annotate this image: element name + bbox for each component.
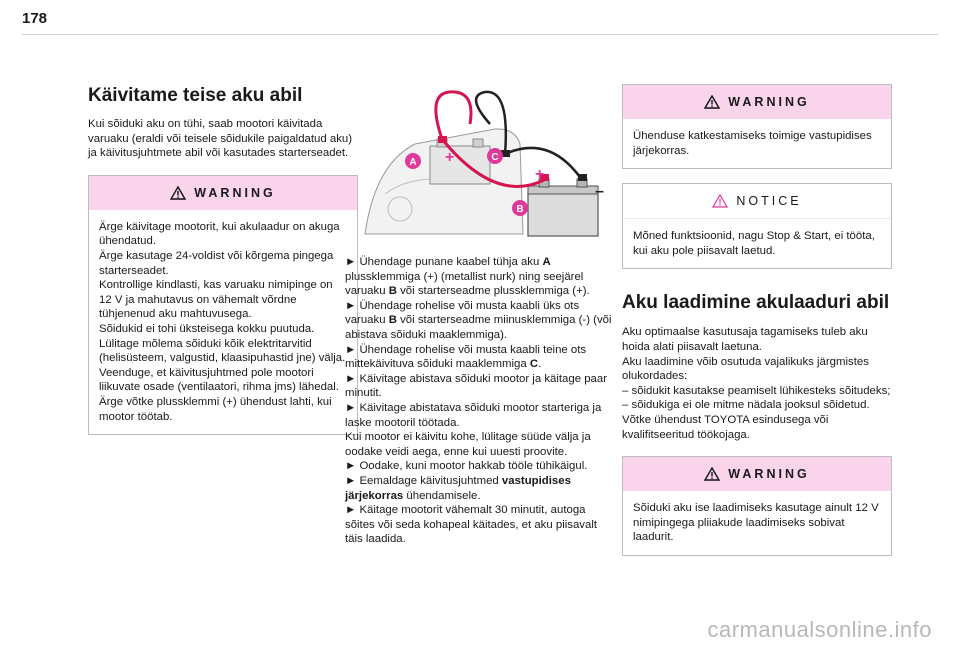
- label-b-marker: [512, 200, 528, 216]
- warning-title: WARNING: [194, 185, 276, 200]
- label-c: C: [491, 152, 499, 163]
- plus-sign-battery: +: [535, 166, 545, 183]
- warning-header: [623, 457, 891, 491]
- charging-body: [622, 325, 892, 442]
- warning-box-charger: [622, 456, 892, 556]
- procedure-step: ► Käivitage abistatava sõiduki mootor starteriga ja laske mootoril töötada.: [345, 401, 602, 429]
- warning-header: [623, 85, 891, 119]
- warning-line: Ärge käivitage mootorit, kui akulaadur on akuga ühendatud.: [99, 220, 340, 248]
- warning-header: [89, 176, 357, 210]
- warning-line: Veenduge, et käivitusjuhtmed pole mootori liikuvate osade (ventilaatori, rihma jms) lähedal.: [99, 366, 339, 394]
- charging-line: Aku optimaalse kasutusaja tagamiseks tuleb aku hoida alati piisavalt laetuna.: [622, 326, 868, 353]
- section-heading-jump-start: Käivitame teise aku abil: [88, 85, 303, 106]
- procedure-step: ► Ühendage punane kaabel tühja aku A plussklemmiga (+) (metallist nurk) ning seejärel varuaku B või starterseadme plussklemmiga (+).: [345, 256, 590, 298]
- procedure-step: Kui mootor ei käivitu kohe, lülitage süüde välja ja oodake veidi aega, enne kui uuesti proovite.: [345, 431, 591, 458]
- notice-triangle-icon: [712, 194, 728, 208]
- warning-triangle-icon: [704, 95, 720, 109]
- notice-title: NOTICE: [736, 194, 802, 209]
- procedure-steps: [345, 255, 615, 547]
- charging-line: – sõidukiga ei ole mitme nädala jooksul sõidetud.: [622, 399, 870, 412]
- warning-line: Lülitage mõlema sõiduki kõik elektritarvitid (helisüsteem, valgustid, klaasipuhastid jne) välja.: [99, 337, 346, 365]
- plus-sign-engine: +: [445, 149, 455, 166]
- label-a-marker: [405, 153, 421, 169]
- label-a: A: [409, 157, 417, 168]
- warning-title: WARNING: [728, 467, 810, 482]
- top-divider: [22, 34, 938, 35]
- warning-body: [89, 210, 357, 434]
- charging-line: Võtke ühendust TOYOTA esindusega või kvalifitseeritud töökojaga.: [622, 413, 829, 441]
- procedure-step: ► Oodake, kuni mootor hakkab tööle tühikäigul.: [345, 460, 588, 473]
- notice-box: [622, 183, 892, 269]
- column-jump-start: [88, 84, 358, 435]
- procedure-step: ► Käivitage abistava sõiduki mootor ja käitage paar minutit.: [345, 372, 608, 400]
- watermark: carmanualsonline.info: [707, 617, 932, 642]
- column-charging: [622, 84, 892, 556]
- notice-header: [623, 184, 891, 219]
- procedure-step: ► Ühendage rohelise või musta kaabli teine ots mittekäivituva sõiduki maaklemmiga C.: [345, 343, 587, 371]
- charging-line: – sõidukit kasutakse peamiselt lühikesteks sõitudeks;: [622, 384, 891, 397]
- warning-line: Kontrollige kindlasti, kas varuaku nimipinge on 12 V ja mahutavus on vähemalt võrdne tühjenenud aku mahtuvusega.: [99, 279, 333, 321]
- procedure-step: ► Käitage mootorit vähemalt 30 minutit, autoga sõites või seda kohapeal käitades, et aku piisavalt täis laadida.: [345, 504, 598, 546]
- page-number: 178: [22, 10, 48, 27]
- warning-line: Ärge kasutage 24-voldist või kõrgema pingega starterseadet.: [99, 249, 334, 277]
- label-b: B: [516, 204, 524, 215]
- warning-body: Sõiduki aku ise laadimiseks kasutage ainult 12 V nimipingega pliiakude laadimiseks sobivat laadurit.: [633, 502, 879, 544]
- section-heading-charging: Aku laadimine akulaaduri abil: [622, 292, 890, 314]
- minus-sign-battery: –: [595, 183, 604, 200]
- jump-start-intro: Kui sõiduki aku on tühi, saab mootori käivitada varuaku (eraldi või teisele sõidukile paigaldatud aku) ja käivitusjuhtmete abil või kasutades starterseadet.: [88, 118, 353, 160]
- warning-line: Ärge võtke plussklemmi (+) ühendust lahti, kui mootor töötab.: [99, 395, 332, 423]
- label-c-marker: [487, 148, 503, 164]
- procedure-step: ► Ühendage rohelise või musta kaabli üks ots varuaku B või starterseadme miinusklemmiga (-) (või abistava sõiduki maaklemmiga).: [345, 299, 612, 341]
- warning-box-jump-start: [88, 175, 358, 435]
- procedure-step: ► Eemaldage käivitusjuhtmed vastupidises järjekorras ühendamisele.: [345, 474, 571, 502]
- notice-body: Mõned funktsioonid, nagu Stop & Start, ei tööta, kui aku pole piisavalt laetud.: [633, 230, 875, 257]
- warning-body: Ühenduse katkestamiseks toimige vastupidises järjekorras.: [633, 130, 872, 157]
- warning-box-disconnect: [622, 84, 892, 169]
- warning-line: Sõidukid ei tohi üksteisega kokku puutuda.: [99, 322, 315, 335]
- column-procedure: [345, 84, 615, 547]
- warning-title: WARNING: [728, 95, 810, 109]
- charging-line: Aku laadimine võib osutuda vajalikuks järgmistes olukordades:: [622, 355, 869, 383]
- warning-triangle-icon: [704, 467, 720, 481]
- jump-start-illustration: [345, 84, 615, 244]
- warning-triangle-icon: [170, 186, 186, 200]
